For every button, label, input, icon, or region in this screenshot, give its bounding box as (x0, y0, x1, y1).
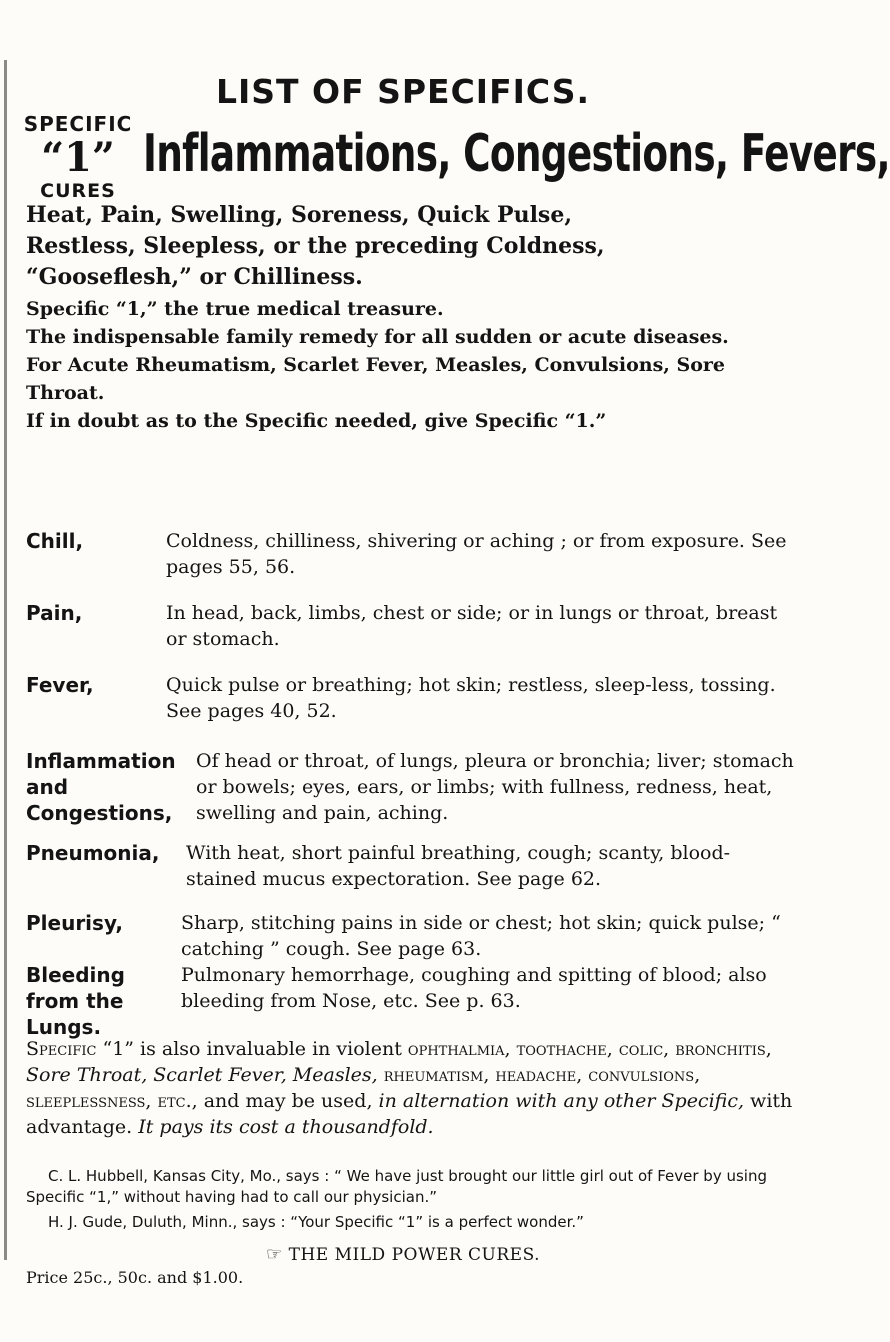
claim-line: Specific “1,” the true medical treasure. (26, 298, 444, 320)
entry-pneumonia (26, 840, 796, 892)
specific-label: SPECIFIC (23, 112, 133, 136)
entry-inflammation (26, 748, 796, 826)
entry-chill (26, 528, 796, 580)
para-italic-slogan: It pays its cost a thousandfold. (138, 1116, 434, 1138)
entry-term: Pain, (26, 601, 83, 625)
entry-pleurisy (26, 910, 796, 962)
cures-label: CURES (40, 180, 116, 202)
specific-paragraph (26, 1036, 796, 1140)
entry-term: Pleurisy, (26, 911, 124, 935)
para-conditions-2: rheumatism, headache, convulsions, sleeplessness, etc., (26, 1064, 701, 1112)
para-text: is also invaluable in violent (134, 1038, 408, 1060)
specific-one-badge (18, 112, 138, 202)
entry-bleeding (26, 962, 796, 1040)
testimonial-hubbell: C. L. Hubbell, Kansas City, Mo., says : “ We have just brought our little girl out of Fever by using Specific “1,” without having had to call our physician.” (26, 1167, 767, 1206)
para-italic-alternation: in alternation with any other Specific, (378, 1090, 745, 1112)
symptoms-block (26, 200, 786, 293)
claims-block (26, 295, 786, 435)
entry-term: Pneumonia, (26, 841, 160, 865)
mild-power-text: THE MILD POWER CURES. (288, 1245, 541, 1265)
entry-desc: In head, back, limbs, chest or side; or in lungs or throat, breast or stomach. (166, 602, 778, 650)
para-text: and may be used, (197, 1090, 379, 1112)
entry-term: Bleeding from the Lungs. (26, 963, 125, 1039)
entry-fever (26, 672, 796, 724)
entry-pain (26, 600, 796, 652)
entry-desc: Quick pulse or breathing; hot skin; restless, sleep-less, tossing. See pages 40, 52. (166, 674, 776, 722)
entry-desc: Coldness, chilliness, shivering or aching ; or from exposure. See pages 55, 56. (166, 530, 787, 578)
entry-desc: Of head or throat, of lungs, pleura or bronchia; liver; stomach or bowels; eyes, ears, or limbs; with fullness, redness, heat, swelling and pain, aching. (196, 750, 794, 824)
price-line: Price 25c., 50c. and $1.00. (26, 1268, 244, 1287)
claim-line: For Acute Rheumatism, Scarlet Fever, Measles, Convulsions, Sore Throat. (26, 354, 725, 404)
entry-desc: With heat, short painful breathing, cough; scanty, blood-stained mucus expectoration. See page 62. (186, 842, 731, 890)
specific-number: “1” (41, 134, 115, 181)
entry-term: Chill, (26, 529, 84, 553)
para-conditions: ophthalmia, toothache, colic, bronchitis, (407, 1038, 772, 1060)
symptom-line: “Gooseflesh,” or Chilliness. (26, 264, 363, 290)
testimonial-gude: H. J. Gude, Duluth, Minn., says : “Your Specific “1” is a perfect wonder.” (48, 1213, 584, 1231)
claim-line: The indispensable family remedy for all sudden or acute diseases. (26, 326, 729, 348)
entry-term: Inflammation and Congestions, (26, 749, 176, 825)
pointing-hand-icon: ☞ (266, 1244, 283, 1265)
para-italic-conditions: Sore Throat, Scarlet Fever, Measles, (26, 1064, 378, 1086)
para-number: “1” (102, 1038, 134, 1060)
page-title: LIST OF SPECIFICS. (215, 72, 591, 111)
para-text: with advantage. (26, 1090, 793, 1138)
headline: Inflammations, Congestions, Fevers, (143, 124, 890, 184)
entry-term: Fever, (26, 673, 94, 697)
para-specific: Specific (26, 1038, 97, 1060)
claim-line: If in doubt as to the Specific needed, give Specific “1.” (26, 410, 607, 432)
symptom-line: Heat, Pain, Swelling, Soreness, Quick Pulse, (26, 202, 572, 228)
page-binding-edge (4, 60, 13, 1260)
mild-power-line (266, 1244, 666, 1265)
entry-desc: Pulmonary hemorrhage, coughing and spitting of blood; also bleeding from Nose, etc. See p. 63. (181, 964, 767, 1012)
symptom-line: Restless, Sleepless, or the preceding Coldness, (26, 233, 605, 259)
entry-desc: Sharp, stitching pains in side or chest; hot skin; quick pulse; “ catching ” cough. See page 63. (181, 912, 781, 960)
